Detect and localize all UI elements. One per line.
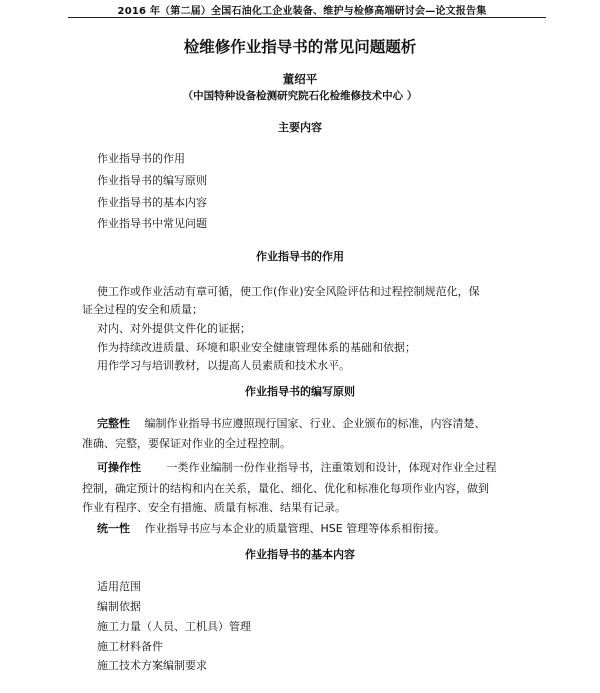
section3-heading: 作业指导书的基本内容 [245, 548, 355, 561]
paragraph-text: 作业有程序、安全有措施、质量有标准、结果有记录。 [82, 501, 346, 514]
section3-item: 施工材料备件 [97, 640, 163, 653]
section3-item: 施工技术方案编制要求 [97, 659, 207, 672]
section2-paragraph-operability [97, 459, 497, 475]
term-operability: 可操作性 [97, 461, 141, 474]
outline-item: 作业指导书中常见问题 [97, 217, 207, 230]
author: 董绍平 [282, 72, 318, 86]
outline-heading: 主要内容 [278, 121, 322, 134]
section3-item: 施工力量（人员、工机具）管理 [97, 620, 251, 633]
section2-paragraph-uniformity [97, 520, 445, 536]
paragraph-text: 准确、完整，要保证对作业的全过程控制。 [82, 437, 291, 450]
section3-item: 编制依据 [97, 600, 141, 613]
paragraph-text: 作业指导书应与本企业的质量管理、HSE 管理等体系相衔接。 [144, 522, 446, 535]
section1-heading: 作业指导书的作用 [256, 250, 344, 263]
section1-line: 证全过程的安全和质量； [82, 303, 203, 316]
term-uniformity: 统一性 [97, 522, 130, 535]
section3-item: 适用范围 [97, 580, 141, 593]
section1-line: 对内、对外提供文件化的证据； [97, 322, 251, 335]
outline-item: 作业指导书的作用 [97, 152, 185, 165]
section1-line: 作为持续改进质量、环境和职业安全健康管理体系的基础和依据； [97, 341, 416, 354]
header-rule [68, 17, 546, 18]
affiliation: （中国特种设备检测研究院石化检维修技术中心 ） [182, 90, 418, 102]
paragraph-text: 编制作业指导书应遵照现行国家、行业、企业颁布的标准，内容清楚、 [144, 417, 486, 430]
running-header: 2016 年（第二届）全国石油化工企业装备、维护与检修高端研讨会—论文报告集 [117, 6, 487, 17]
section2-heading: 作业指导书的编写原则 [245, 385, 355, 398]
section1-line: 使工作或作业活动有章可循，使工作(作业)安全风险评估和过程控制规范化，保 [97, 285, 480, 298]
section2-paragraph-completeness [97, 415, 486, 431]
article-title: 检维修作业指导书的常见问题题析 [183, 38, 417, 56]
term-completeness: 完整性 [97, 417, 130, 430]
outline-item: 作业指导书的基本内容 [97, 196, 207, 209]
paragraph-text: 控制，确定预计的结构和内在关系，量化、细化、优化和标准化每项作业内容，做到 [82, 482, 489, 495]
paragraph-text: 一类作业编制一份作业指导书，注重策划和设计，体现对作业全过程 [166, 461, 497, 474]
section1-line: 用作学习与培训教材，以提高人员素质和技术水平。 [97, 359, 350, 372]
outline-item: 作业指导书的编写原则 [97, 174, 207, 187]
